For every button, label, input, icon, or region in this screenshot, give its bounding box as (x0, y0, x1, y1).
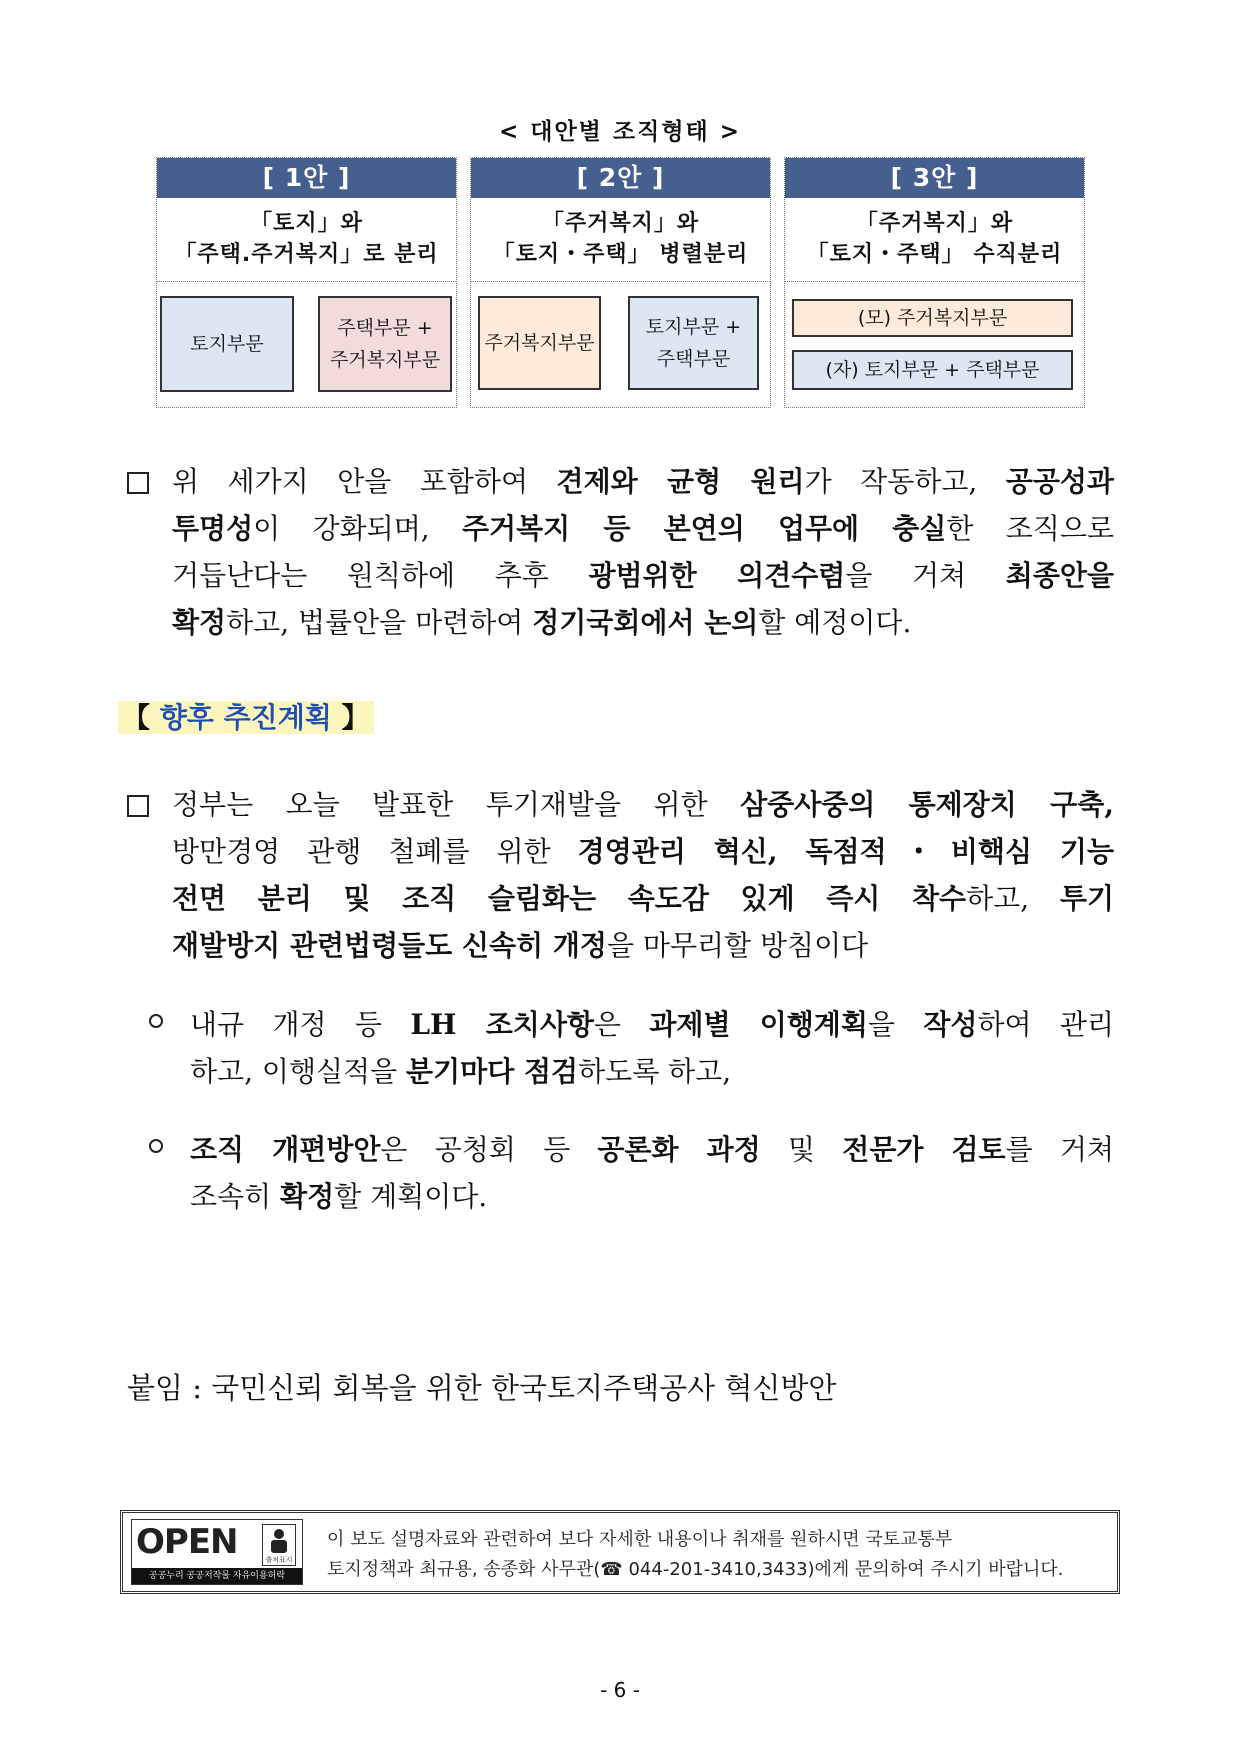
contact-line-2: 토지정책과 최규용, 송종화 사무관(☎ 044-201-3410,3433)에게 문의하여 주시기 바랍니다. (327, 1559, 1064, 1580)
page-number: - 6 - (600, 1678, 640, 1702)
section-heading-future-plan: 【 향후 추진계획 】 (118, 701, 374, 734)
kogl-open-logo (131, 1519, 303, 1585)
alternative-2-header: [ 2안 ] (471, 158, 770, 198)
open-logo-text: OPEN (136, 1522, 238, 1562)
alternative-2-description (471, 198, 770, 282)
circle-bullet-icon (149, 1014, 163, 1028)
alternative-2-desc-line1: 「주거복지」와 (541, 211, 700, 236)
checkbox-bullet-icon (127, 472, 149, 494)
alternative-2-box-welfare: 주거복지부문 (478, 296, 601, 390)
alternative-1-box-housing (318, 296, 452, 392)
contact-line-1: 이 보도 설명자료와 관련하여 보다 자세한 내용이나 취재를 원하시면 국토교통부 (327, 1529, 953, 1550)
alternative-3-panel (784, 157, 1085, 408)
alternative-3-desc-line1: 「주거복지」와 (855, 211, 1014, 236)
alternative-2-box-land-housing (628, 296, 759, 390)
alternative-3-header: [ 3안 ] (785, 158, 1084, 198)
alternative-2-box-line2: 주택부문 (656, 348, 731, 370)
checkbox-bullet-icon (127, 795, 149, 817)
alternative-2-panel (470, 157, 771, 408)
alternative-1-description (157, 198, 456, 282)
alternative-3-box-parent: (모) 주거복지부문 (792, 299, 1073, 337)
alternative-1-box-land: 토지부문 (160, 296, 294, 392)
alternative-2-box-line1: 토지부문 + (645, 316, 742, 338)
attachment-note: 붙임 : 국민신뢰 회복을 위한 한국토지주택공사 혁신방안 (127, 1371, 837, 1405)
alternative-1-panel (156, 157, 457, 408)
bullet-lh-measures: 내규 개정 등 LH 조치사항은 과제별 이행계획을 작성하여 관리 하고, 이행실적을 분기마다 점검하도록 하고, (190, 1008, 1114, 1088)
paragraph-organization-principle: 위 세가지 안을 포함하여 견제와 균형 원리가 작동하고, 공공성과 투명성이 강화되며, 주거복지 등 본연의 업무에 충실한 조직으로 거듭난다는 원칙하에 추후 광범위한 의견수렴을 거쳐 최종안을 확정하고, 법률안을 마련하여 정기국회에서 논의할 예정이다. (172, 465, 1114, 639)
alternative-1-desc-line1: 「토지」와 (250, 211, 363, 236)
paragraph-government-plan: 정부는 오늘 발표한 투기재발을 위한 삼중사중의 통제장치 구축, 방만경영 관행 철폐를 위한 경영관리 혁신, 독점적・비핵심 기능 전면 분리 및 조직 슬림화는 속도감 있게 즉시 착수하고, 투기 재발방지 관련법령들도 신속히 개정을 마무리할 방침이다 (172, 788, 1114, 962)
alternative-3-box-subsidiary: (자) 토지부문 + 주택부문 (792, 350, 1073, 390)
attribution-badge-label: 출처표시 (265, 1556, 293, 1564)
alternative-1-header: [ 1안 ] (157, 158, 456, 198)
kogl-logo-caption: 공공누리 공공저작물 자유이용허락 (132, 1568, 302, 1584)
alternative-1-box-housing-line1: 주택부문 + (337, 317, 433, 339)
alternative-2-desc-line2: 「토지・주택」 병렬분리 (492, 242, 749, 267)
alternative-3-description (785, 198, 1084, 282)
attribution-person-icon (262, 1524, 296, 1566)
diagram-title: < 대안별 조직형태 > (498, 119, 742, 145)
alternative-1-box-housing-line2: 주거복지부문 (329, 349, 441, 371)
alternative-1-desc-line2: 「주택.주거복지」로 분리 (174, 242, 439, 267)
contact-text (327, 1525, 1063, 1585)
alternative-3-desc-line2: 「토지・주택」 수직분리 (806, 242, 1063, 267)
bullet-reorganization: 조직 개편방안은 공청회 등 공론화 과정 및 전문가 검토를 거쳐 조속히 확정할 계획이다. (190, 1133, 1114, 1213)
circle-bullet-icon (149, 1139, 163, 1153)
contact-footer-box (120, 1510, 1120, 1594)
